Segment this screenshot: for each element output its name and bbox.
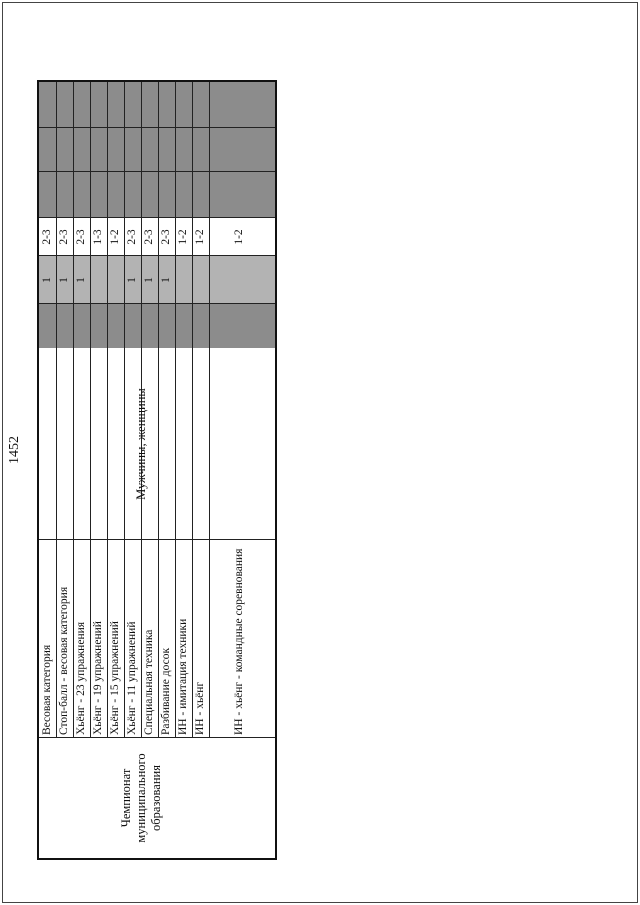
row-line — [124, 82, 125, 738]
discipline-name: Весовая категория — [41, 644, 53, 735]
age-value: 1-3 — [92, 229, 104, 245]
group-label: Мужчины, женщины — [134, 388, 148, 500]
age-value: 2-3 — [160, 229, 172, 245]
discipline-name: Хьёнг - 19 упражнений — [92, 621, 104, 735]
rotated-table-page — [7, 80, 277, 860]
row-line — [90, 82, 91, 738]
event-label — [119, 738, 164, 858]
age-value: 2-3 — [75, 229, 87, 245]
discipline-name: Разбивание досок — [160, 647, 172, 735]
row-line — [56, 82, 57, 738]
col-line — [39, 539, 275, 540]
event-text: Чемпионат муниципального образования — [119, 753, 163, 843]
rank-value: 1 — [58, 277, 70, 283]
rank-value: 1 — [126, 277, 138, 283]
age-value: 2-3 — [41, 229, 53, 245]
rank-value: 1 — [143, 277, 155, 283]
row-line — [192, 82, 193, 738]
discipline-name: Стоп-балл - весовая категория — [58, 586, 70, 735]
shaded-column — [39, 82, 275, 128]
discipline-name: Хьёнг - 23 упражнения — [75, 621, 87, 735]
shaded-column — [39, 172, 275, 218]
row-line — [209, 82, 210, 738]
discipline-name: Специальная техника — [143, 629, 155, 735]
rank-value: 1 — [160, 277, 172, 283]
age-value: 2-3 — [126, 229, 138, 245]
shaded-column — [39, 128, 275, 172]
competition-table — [37, 80, 277, 860]
col-line — [39, 171, 275, 172]
rank-value: 1 — [75, 277, 87, 283]
shaded-column — [39, 304, 275, 348]
row-line — [107, 82, 108, 738]
row-line — [175, 82, 176, 738]
discipline-name: Хьёнг - 15 упражнений — [109, 621, 121, 735]
discipline-name: ИН - хьёнг — [194, 681, 206, 735]
rank-value: 1 — [41, 277, 53, 283]
age-value: 1-2 — [177, 229, 189, 245]
age-value: 1-2 — [194, 229, 206, 245]
age-value: 1-2 — [109, 229, 121, 245]
col-line — [39, 127, 275, 128]
age-value: 1-2 — [233, 229, 245, 245]
row-line — [158, 82, 159, 738]
page-number: 1452 — [7, 436, 22, 464]
row-line — [73, 82, 74, 738]
discipline-name: ИН - хьёнг - командные соревнования — [233, 548, 245, 735]
age-value: 2-3 — [58, 229, 70, 245]
discipline-name: ИН - имитация техники — [177, 618, 189, 735]
discipline-name: Хьёнг - 11 упражнений — [126, 621, 138, 735]
age-value: 2-3 — [143, 229, 155, 245]
